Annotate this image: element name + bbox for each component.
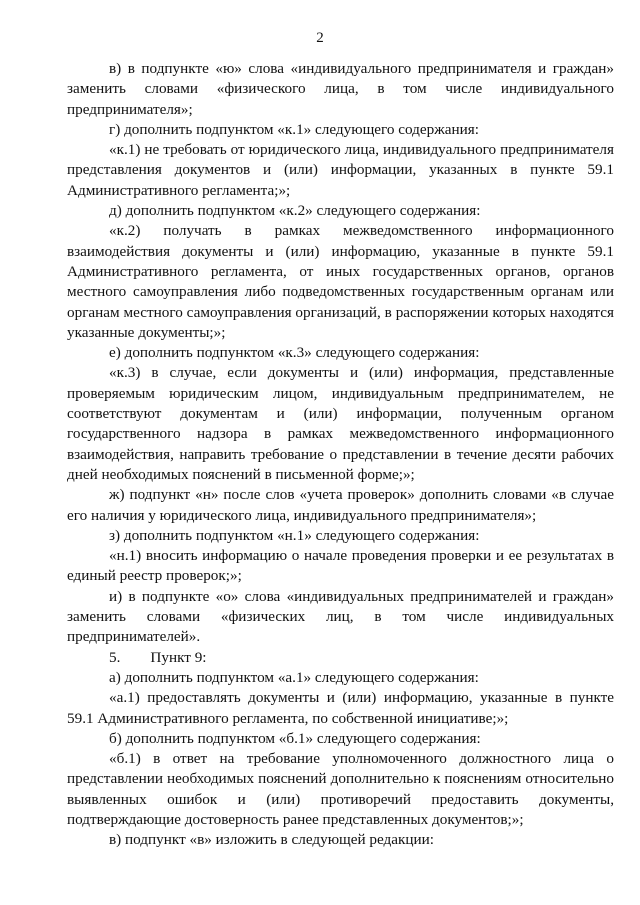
page-number: 2 bbox=[316, 30, 324, 46]
paragraph-zh-subpoint-n: ж) подпункт «н» после слов «учета проверок» дополнить словами «в случае его наличия у юридического лица, индивидуального предпринимателя»; bbox=[67, 486, 614, 524]
paragraph-a1-text: «а.1) предоставлять документы и (или) информацию, указанные в пункте 59.1 Административного регламента, по собственной инициативе;»; bbox=[67, 689, 614, 727]
paragraph-b1-text: «б.1) в ответ на требование уполномоченного должностного лица о представлении необходимых пояснений дополнительно к пояснениям относительно выявленных ошибок и (или) противоречий предоставить документы, подтверждающие достоверность ранее представленных документов;»; bbox=[67, 750, 614, 828]
paragraph-k1-text: «к.1) не требовать от юридического лица, индивидуального предпринимателя представления документов и (или) информации, указанных в пункте 59.1 Административного регламента;»; bbox=[67, 141, 614, 199]
paragraph-v-subpoint-yu: в) в подпункте «ю» слова «индивидуального предпринимателя и граждан» заменить словами «физического лица, в том числе индивидуального предпринимателя»; bbox=[67, 60, 614, 118]
section-title: Пункт 9: bbox=[150, 648, 207, 666]
paragraph-z-add-n1: з) дополнить подпунктом «н.1» следующего содержания: bbox=[109, 526, 480, 544]
paragraph-k3-text: «к.3) в случае, если документы и (или) информация, представленные проверяемым юридическим лицом, индивидуальным предпринимателем, не соответствуют документам и (или) информации, полученным органом государственного надзора в рамках межведомственного информационного взаимодействия, направить требование о представлении в течение десяти рабочих дней необходимых пояснений в письменной форме;»; bbox=[67, 364, 614, 483]
section-heading-5 bbox=[67, 648, 614, 668]
paragraph-e-add-k3: е) дополнить подпунктом «к.3» следующего содержания: bbox=[109, 344, 480, 362]
paragraph-v-subpoint-v: в) подпункт «в» изложить в следующей редакции: bbox=[109, 831, 434, 849]
document-body bbox=[67, 59, 614, 851]
paragraph-b-add-b1: б) дополнить подпунктом «б.1» следующего содержания: bbox=[109, 729, 481, 747]
paragraph-a-add-a1: а) дополнить подпунктом «а.1» следующего содержания: bbox=[109, 668, 479, 686]
paragraph-i-subpoint-o: и) в подпункте «о» слова «индивидуальных предпринимателей и граждан» заменить словами «физических лиц, в том числе индивидуальных предпринимателей». bbox=[67, 587, 614, 646]
section-number: 5. bbox=[109, 648, 121, 666]
paragraph-g-add-k1: г) дополнить подпунктом «к.1» следующего содержания: bbox=[109, 120, 479, 138]
paragraph-k2-text: «к.2) получать в рамках межведомственного информационного взаимодействия документы и (или) информацию, указанные в пункте 59.1 Административного регламента, от иных государственных органов, органов местного самоуправления либо подведомственных государственным органам или органам местного самоуправления организаций, в распоряжении которых находятся указанные документы;»; bbox=[67, 222, 614, 341]
paragraph-n1-text: «н.1) вносить информацию о начале проведения проверки и ее результатах в единый реестр проверок;»; bbox=[67, 547, 614, 585]
paragraph-d-add-k2: д) дополнить подпунктом «к.2» следующего содержания: bbox=[109, 202, 481, 220]
